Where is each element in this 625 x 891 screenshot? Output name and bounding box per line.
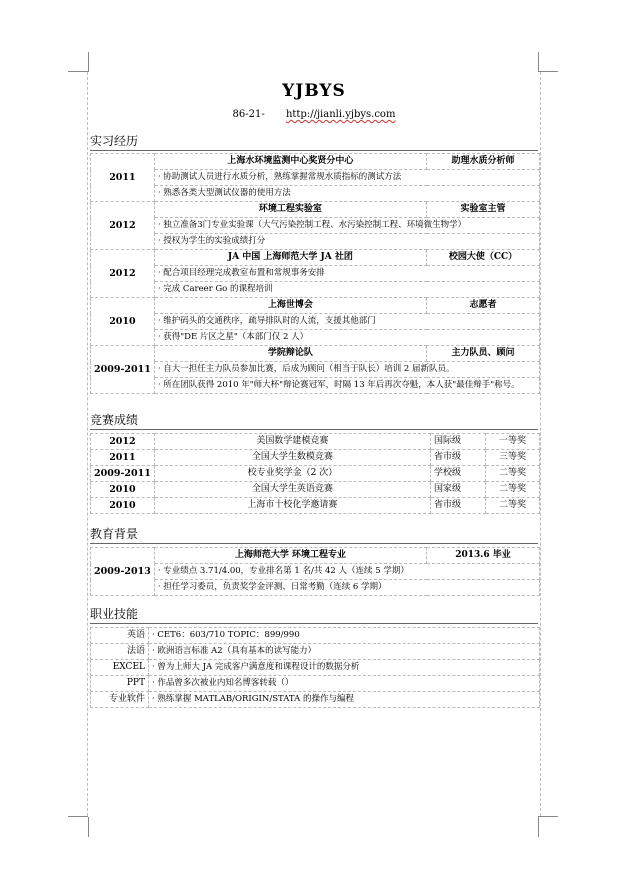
duty-item: · 配合项目经理完成教室布置和常规事务安排 [154,266,539,282]
duty-item: · 授权为学生的实验成绩打分 [154,234,539,250]
organization: 上海水环境监测中心奖贤分中心 [154,154,426,170]
skill-label: PPT [91,676,149,692]
education-item: · 担任学习委员，负责奖学金评测、日常考勤（连续 6 学期） [154,580,539,596]
role: 实验室主管 [427,202,540,218]
table-row [91,154,540,170]
level: 国际级 [431,434,486,450]
duty-item: · 独立准备3门专业实验课（大气污染控制工程、水污染控制工程、环境微生物学） [154,218,539,234]
role: 主力队员、顾问 [427,346,540,362]
table-row [91,202,540,218]
year: 2009-2013 [91,548,155,596]
organization: 上海世博会 [154,298,426,314]
table-row [91,692,540,708]
organization: 学院辩论队 [154,346,426,362]
award: 三等奖 [486,450,540,466]
level: 国家级 [431,482,486,498]
skill-label: 专业软件 [91,692,149,708]
organization: 环境工程实验室 [154,202,426,218]
level: 省市级 [431,450,486,466]
table-row [91,450,540,466]
table-row [91,330,540,346]
contact-line [88,109,540,120]
table-row [91,564,540,580]
table-row [91,482,540,498]
competition-name: 全国大学生数模竞赛 [154,450,430,466]
award: 二等奖 [486,466,540,482]
level: 学校级 [431,466,486,482]
table-row [91,548,540,564]
year: 2012 [91,250,155,298]
crop-mark [538,816,558,817]
level: 省市级 [431,498,486,514]
section-title-competitions: 竞赛成绩 [90,411,538,430]
resume-page [87,72,541,816]
section-title-education: 教育背景 [90,525,538,544]
website-link[interactable]: http://jianli.yjbys.com [285,109,396,120]
year: 2009-2011 [91,466,155,482]
skills-table [90,627,540,708]
year: 2009-2011 [91,346,155,394]
competition-name: 上海市十校化学邀请赛 [154,498,430,514]
duty-item: · 所在团队获得 2010 年"师大杯"辩论赛冠军，时隔 13 年后再次夺魁，本人获"最佳辩手"称号。 [154,378,539,394]
table-row [91,434,540,450]
competitions-table [90,433,540,514]
table-row [91,346,540,362]
table-row [91,580,540,596]
table-row [91,234,540,250]
duty-item: · 完成 Career Go 的课程培训 [154,282,539,298]
table-row [91,378,540,394]
table-row [91,298,540,314]
table-row [91,498,540,514]
year: 2010 [91,498,155,514]
table-row [91,628,540,644]
year: 2010 [91,298,155,346]
duty-item: · 自大一担任主力队员参加比赛，后成为顾问（相当于队长）培训 2 届新队员。 [154,362,539,378]
table-row [91,676,540,692]
table-row [91,266,540,282]
crop-mark [538,817,539,837]
table-row [91,186,540,202]
graduation: 2013.6 毕业 [427,548,540,564]
section-title-internship: 实习经历 [90,132,538,151]
table-row [91,314,540,330]
skill-detail: · 熟练掌握 MATLAB/ORIGIN/STATA 的操作与编程 [149,692,540,708]
candidate-name: YJBYS [282,81,346,101]
section-title-skills: 职业技能 [90,605,538,624]
school: 上海师范大学 环境工程专业 [154,548,426,564]
crop-mark [68,816,88,817]
table-row [91,466,540,482]
skill-label: 法语 [91,644,149,660]
role: 志愿者 [427,298,540,314]
crop-mark [538,52,539,72]
crop-mark [538,71,558,72]
education-table [90,547,540,596]
role: 助理水质分析师 [427,154,540,170]
table-row [91,218,540,234]
phone: 86-21- [232,109,265,120]
skill-label: EXCEL [91,660,149,676]
duty-item: · 维护码头的交通秩序，疏导排队时的人流，支援其他部门 [154,314,539,330]
skill-detail: · 作品曾多次被业内知名博客转载（） [149,676,540,692]
duty-item: · 获得"DE 片区之星"（本部门仅 2 人） [154,330,539,346]
table-row [91,660,540,676]
internship-table [90,153,540,394]
skill-detail: · CET6：603/710 TOPIC：899/990 [149,628,540,644]
year: 2012 [91,202,155,250]
year: 2010 [91,482,155,498]
competition-name: 美国数学建模竞赛 [154,434,430,450]
competition-name: 校专业奖学金（2 次） [154,466,430,482]
table-row [91,170,540,186]
skill-label: 英语 [91,628,149,644]
duty-item: · 熟悉各类大型测试仪器的使用方法 [154,186,539,202]
crop-mark [88,817,89,837]
year: 2011 [91,154,155,202]
competition-name: 全国大学生英语竞赛 [154,482,430,498]
duty-item: · 协助测试人员进行水质分析，熟练掌握常规水质指标的测试方法 [154,170,539,186]
organization: JA 中国 上海师范大学 JA 社团 [154,250,426,266]
crop-mark [68,71,88,72]
year: 2012 [91,434,155,450]
table-row [91,644,540,660]
award: 二等奖 [486,498,540,514]
skill-detail: · 欧洲语言标准 A2（具有基本的读写能力） [149,644,540,660]
award: 一等奖 [486,434,540,450]
skill-detail: · 曾为上师大 JA 完成客户满意度和课程设计的数据分析 [149,660,540,676]
award: 二等奖 [486,482,540,498]
education-item: · 专业绩点 3.71/4.00，专业排名第 1 名/共 42 人（连续 5 学期） [154,564,539,580]
year: 2011 [91,450,155,466]
table-row [91,282,540,298]
crop-mark [88,52,89,72]
table-row [91,362,540,378]
role: 校园大使（CC） [427,250,540,266]
table-row [91,250,540,266]
